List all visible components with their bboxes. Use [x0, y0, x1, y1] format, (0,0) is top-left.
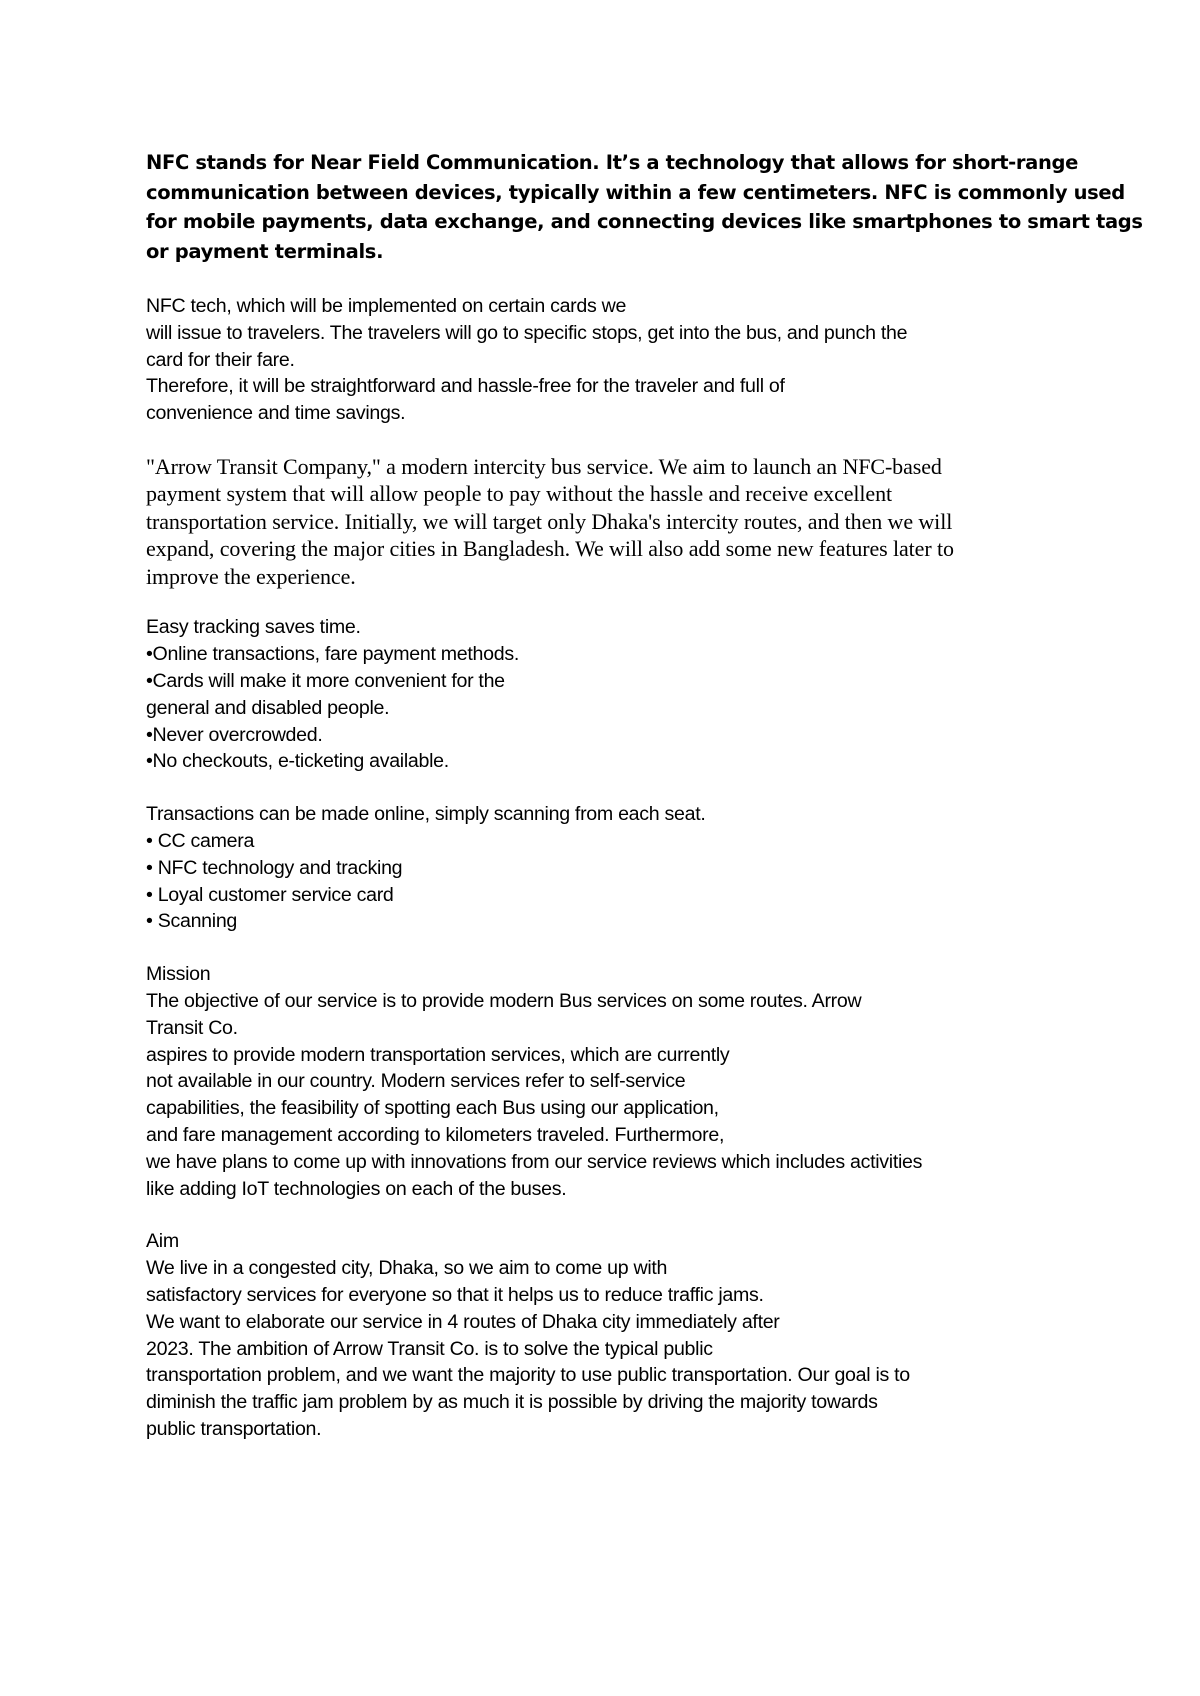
transactions-line: • NFC technology and tracking: [146, 856, 403, 879]
spacer: [146, 427, 1076, 453]
aim-heading: Aim: [146, 1230, 179, 1253]
company-line: payment system that will allow people to pay without the hassle and receive excellent: [146, 481, 892, 507]
nfc-tech-line: card for their fare.: [146, 348, 295, 371]
spacer: [146, 590, 1076, 614]
nfc-tech-line: NFC tech, which will be implemented on certain cards we: [146, 295, 627, 317]
features-line: general and disabled people.: [146, 696, 390, 719]
mission-line: like adding IoT technologies on each of the buses.: [146, 1177, 567, 1200]
nfc-tech-line: convenience and time savings.: [146, 402, 406, 425]
company-line: improve the experience.: [146, 563, 356, 589]
features-line: •Cards will make it more convenient for the: [146, 670, 505, 693]
transactions-line: • Scanning: [146, 910, 238, 933]
nfc-tech-line: Therefore, it will be straightforward and hassle-free for the traveler and full of: [146, 375, 785, 398]
company-paragraph: [146, 453, 1076, 591]
aim-line: We live in a congested city, Dhaka, so we aim to come up with: [146, 1257, 668, 1280]
aim-section: [146, 1228, 1076, 1442]
mission-line: and fare management according to kilometers traveled. Furthermore,: [146, 1124, 725, 1147]
features-line: •Online transactions, fare payment methods.: [146, 643, 519, 666]
mission-heading: Mission: [146, 963, 211, 986]
mission-line: The objective of our service is to provide modern Bus services on some routes. Arrow: [146, 990, 862, 1013]
aim-line: transportation problem, and we want the majority to use public transportation. Our goal is to: [146, 1364, 910, 1387]
spacer: [146, 775, 1076, 801]
nfc-tech-paragraph: [146, 293, 1076, 427]
spacer: [146, 935, 1076, 961]
nfc-tech-line: will issue to travelers. The travelers will go to specific stops, get into the bus, and punch the: [146, 321, 908, 344]
mission-line: not available in our country. Modern services refer to self-service: [146, 1070, 686, 1093]
features-line: Easy tracking saves time.: [146, 616, 361, 639]
features-line: •No checkouts, e-ticketing available.: [146, 750, 449, 773]
features-paragraph: [146, 614, 1076, 775]
company-line: "Arrow Transit Company," a modern intercity bus service. We aim to launch an NFC-based: [146, 453, 942, 479]
intro-line: NFC stands for Near Field Communication. It’s a technology that allows for short-range: [146, 151, 1078, 174]
transactions-paragraph: [146, 801, 1076, 935]
company-line: transportation service. Initially, we will target only Dhaka's intercity routes, and then we will: [146, 508, 953, 534]
mission-line: aspires to provide modern transportation services, which are currently: [146, 1043, 730, 1066]
aim-line: satisfactory services for everyone so that it helps us to reduce traffic jams.: [146, 1284, 764, 1307]
aim-line: public transportation.: [146, 1418, 322, 1440]
mission-line: capabilities, the feasibility of spotting each Bus using our application,: [146, 1097, 719, 1120]
spacer: [146, 266, 1076, 293]
aim-line: We want to elaborate our service in 4 routes of Dhaka city immediately after: [146, 1310, 780, 1333]
intro-paragraph: [146, 148, 1143, 266]
intro-line: or payment terminals.: [146, 239, 384, 263]
features-line: •Never overcrowded.: [146, 723, 323, 746]
intro-line: for mobile payments, data exchange, and connecting devices like smartphones to smart tags: [146, 210, 1143, 233]
mission-line: we have plans to come up with innovations from our service reviews which includes activities: [146, 1150, 923, 1173]
aim-line: 2023. The ambition of Arrow Transit Co. is to solve the typical public: [146, 1337, 713, 1360]
transactions-line: • CC camera: [146, 830, 255, 853]
transactions-line: Transactions can be made online, simply scanning from each seat.: [146, 803, 706, 826]
intro-line: communication between devices, typically within a few centimeters. NFC is commonly used: [146, 180, 1125, 204]
document-body: [146, 148, 1143, 1443]
company-line: expand, covering the major cities in Bangladesh. We will also add some new features later to: [146, 536, 954, 562]
mission-section: [146, 961, 1076, 1202]
transactions-line: • Loyal customer service card: [146, 883, 394, 906]
spacer: [146, 1202, 1076, 1228]
mission-line: Transit Co.: [146, 1016, 238, 1039]
aim-line: diminish the traffic jam problem by as much it is possible by driving the majority towards: [146, 1391, 878, 1414]
